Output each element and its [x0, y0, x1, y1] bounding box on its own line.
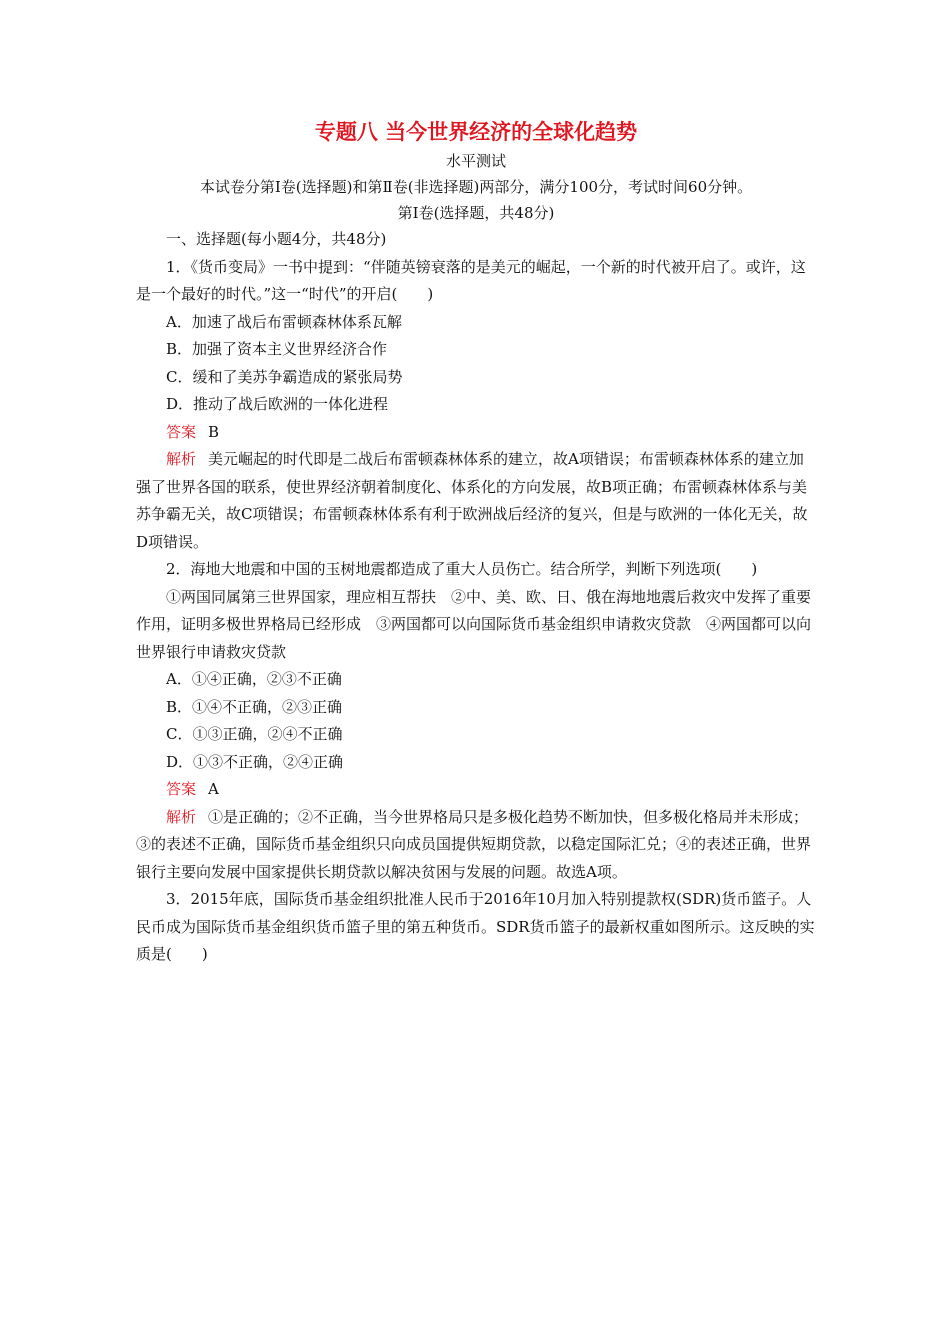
- section-title: 第Ⅰ卷(选择题，共48分): [397, 204, 555, 222]
- document-content: [136, 118, 816, 969]
- analysis-text: ①是正确的；②不正确，当今世界格局只是多极化趋势不断加快，但多极化格局并未形成；③的表述不正确，国际货币基金组织只向成员国提供短期贷款，以稳定国际汇兑；④的表述正确，世界银行主要向发展中国家提供长期贷款以解决贫困与发展的问题。故选A项。: [136, 807, 812, 881]
- question-stem: 2．海地大地震和中国的玉树地震都造成了重大人员伤亡。结合所学，判断下列选项( ): [166, 560, 758, 578]
- option-a: A．加速了战后布雷顿森林体系瓦解: [166, 312, 402, 331]
- option-a: A．①④正确，②③不正确: [166, 670, 342, 688]
- question-stem: 3．2015年底，国际货币基金组织批准人民币于2016年10月加入特别提款权(SDR)货币篮子。人民币成为国际货币基金组织货币篮子里的第五种货币。SDR货币篮子的最新权重如图所示。这反映的实质是( ): [136, 890, 815, 963]
- answer-value: B: [208, 422, 220, 441]
- answer-line: [136, 776, 816, 804]
- option-c: C．①③正确，②④不正确: [166, 725, 343, 743]
- exam-intro: 本试卷分第Ⅰ卷(选择题)和第Ⅱ卷(非选择题)两部分，满分100分，考试时间60分钟。: [199, 178, 753, 196]
- analysis-label: 解析: [166, 450, 197, 468]
- analysis-label: 解析: [166, 807, 197, 826]
- question-statements: ①两国同属第三世界国家，理应相互帮扶 ②中、美、欧、日、俄在海地地震后救灾中发挥了重要作用，证明多极世界格局已经形成 ③两国都可以向国际货币基金组织申请救灾贷款 ④两国都可以向世界银行申请救灾贷款: [136, 587, 812, 661]
- option-c: C．缓和了美苏争霸造成的紧张局势: [166, 367, 403, 386]
- option-b: B．加强了资本主义世界经济合作: [166, 340, 388, 358]
- answer-label: 答案: [166, 422, 197, 441]
- analysis-paragraph: [136, 446, 816, 556]
- question-stem: 1．《货币变局》一书中提到：“伴随英镑衰落的是美元的崛起，一个新的时代被开启了。或许，这是一个最好的时代。”这一“时代”的开启( ): [136, 257, 806, 303]
- option-d: D．①③不正确，②④正确: [166, 752, 344, 771]
- analysis-text: 美元崛起的时代即是二战后布雷顿森林体系的建立，故A项错误；布雷顿森林体系的建立加强了世界各国的联系，使世界经济朝着制度化、体系化的方向发展，故B项正确；布雷顿森林体系与美苏争霸无关，故C项错误；布雷顿森林体系有利于欧洲战后经济的复兴，但是与欧洲的一体化无关，故D项错误。: [136, 450, 808, 551]
- document-title: 专题八 当今世界经济的全球化趋势: [314, 120, 638, 144]
- option-b: B．①④不正确，②③正确: [166, 697, 343, 716]
- part-heading: 一、选择题(每小题4分，共48分): [166, 230, 387, 248]
- answer-value: A: [208, 780, 219, 798]
- question-1: [136, 254, 816, 557]
- analysis-paragraph: [136, 804, 816, 887]
- document-subtitle: 水平测试: [445, 152, 506, 170]
- option-d: D．推动了战后欧洲的一体化进程: [166, 395, 389, 413]
- question-3: [136, 886, 816, 969]
- question-2: [136, 556, 816, 886]
- answer-line: [136, 419, 816, 447]
- answer-label: 答案: [166, 780, 197, 798]
